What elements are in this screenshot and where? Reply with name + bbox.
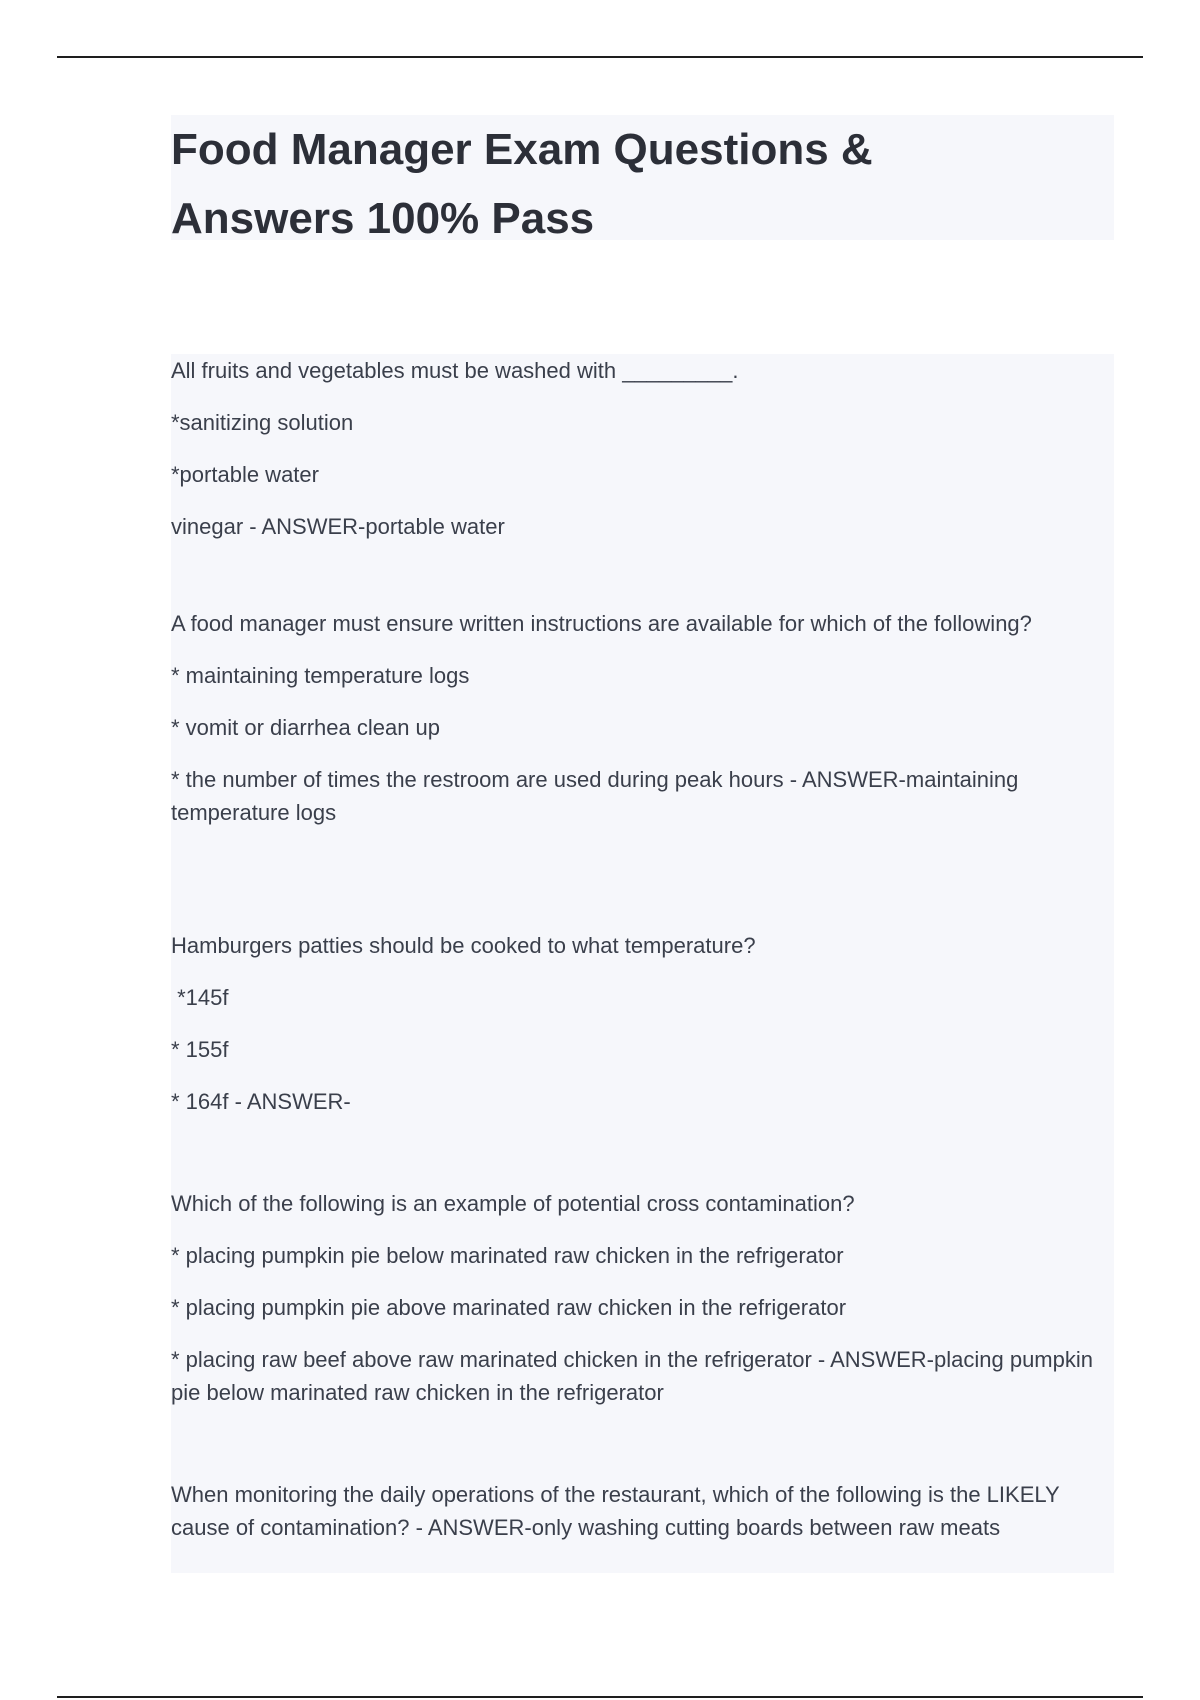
option: *sanitizing solution [171,410,354,435]
title-line-2: Answers 100% Pass [171,194,595,243]
question-1 [171,354,1114,543]
question-text: A food manager must ensure written instructions are available for which of the following? [171,611,1032,636]
option: * placing pumpkin pie above marinated raw chicken in the refrigerator [171,1295,847,1320]
question-text: All fruits and vegetables must be washed with _________. [171,358,739,383]
option: * maintaining temperature logs [171,663,470,688]
bottom-rule [57,1696,1143,1698]
option: *portable water [171,462,319,487]
option-with-answer: * the number of times the restroom are used during peak hours - ANSWER-maintaining temperature logs [171,767,1019,825]
option-with-answer: vinegar - ANSWER-portable water [171,514,505,539]
qa-list [171,354,1114,1573]
option-with-answer: * 164f - ANSWER- [171,1089,351,1114]
title-block [171,115,1114,243]
question-5 [171,1478,1114,1544]
option: * vomit or diarrhea clean up [171,715,441,740]
question-text-with-answer: When monitoring the daily operations of the restaurant, which of the following is the LIKELY cause of contamination? - ANSWER-only washing cutting boards between raw meats [171,1482,1060,1540]
title-line-1: Food Manager Exam Questions & [171,125,873,174]
document-title [171,115,1114,253]
option: * 155f [171,1037,229,1062]
question-3 [171,929,1114,1118]
option-with-answer: * placing raw beef above raw marinated chicken in the refrigerator - ANSWER-placing pumpkin pie below marinated raw chicken in the refrigerator [171,1347,1093,1405]
question-2 [171,607,1114,829]
question-text: Which of the following is an example of potential cross contamination? [171,1191,855,1216]
question-text: Hamburgers patties should be cooked to what temperature? [171,933,756,958]
option: * placing pumpkin pie below marinated raw chicken in the refrigerator [171,1243,844,1268]
question-4 [171,1187,1114,1409]
top-rule [57,56,1143,58]
option: *145f [171,985,229,1010]
